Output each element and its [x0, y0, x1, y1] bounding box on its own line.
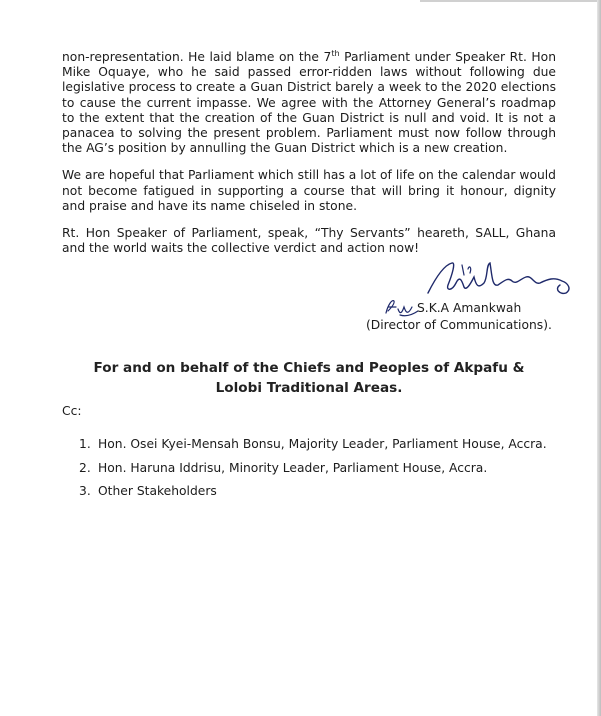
cc-item-number: 3. [79, 484, 91, 498]
cc-item-text: Hon. Haruna Iddrisu, Minority Leader, Parliament House, Accra. [98, 460, 488, 475]
cc-list [79, 437, 547, 508]
cc-item-text: Other Stakeholders [98, 484, 217, 498]
cc-item [79, 461, 547, 485]
letter-body [62, 50, 556, 268]
paragraph-2: We are hopeful that Parliament which still has a lot of life on the calendar would not become fatigued in supporting a course that will bring it honour, dignity and praise and have its name chiseled in stone. [62, 168, 556, 213]
on-behalf-line-2: Lolobi Traditional Areas. [215, 380, 403, 396]
paragraph-1-part-1: non-representation. He laid blame on the 7 [62, 50, 332, 64]
cc-label: Cc: [62, 404, 82, 418]
cc-item-number: 2. [79, 460, 91, 475]
on-behalf-heading [62, 358, 556, 398]
on-behalf-line-1: For and on behalf of the Chiefs and Peoples of Akpafu & [93, 360, 525, 376]
cc-item [79, 484, 547, 508]
scan-edge-right [597, 0, 601, 716]
handwritten-signature [422, 255, 582, 305]
signature-block [360, 255, 590, 335]
scan-edge-top [420, 0, 601, 2]
cc-item-text: Hon. Osei Kyei-Mensah Bonsu, Majority Leader, Parliament House, Accra. [98, 437, 547, 451]
paragraph-3: Rt. Hon Speaker of Parliament, speak, “Thy Servants” heareth, SALL, Ghana and the world waits the collective verdict and action now! [62, 226, 556, 256]
signatory-title: (Director of Communications). [366, 318, 552, 332]
initials-mark [382, 295, 422, 319]
cc-item-number: 1. [79, 437, 91, 451]
paragraph-1 [62, 50, 556, 156]
cc-item [79, 437, 547, 461]
signatory-name: S.K.A Amankwah [417, 301, 522, 315]
paragraph-1-part-2: Parliament under Speaker Rt. Hon Mike Oquaye, who he said passed error-ridden laws without following due legislative process to create a Guan District barely a week to the 2020 elections to cause the current impasse. We agree with the Attorney General’s roadmap to the extent that the creation of the Guan District is null and void. It is not a panacea to solving the present problem. Parliament must now follow through the AG’s position by annulling the Guan District which is a new creation. [62, 50, 556, 156]
ordinal-suffix: th [331, 48, 340, 58]
